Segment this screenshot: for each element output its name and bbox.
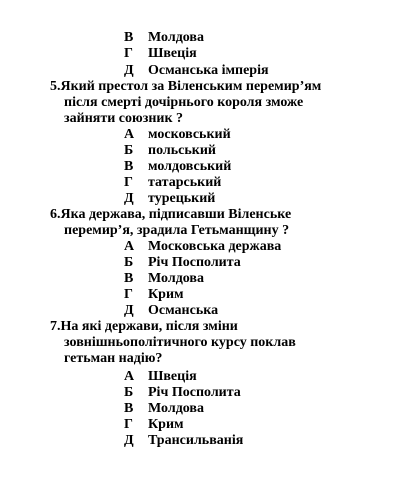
question-5-line-2: після смерті дочірнього короля зможе <box>64 95 304 110</box>
option-text: Московська держава <box>148 239 282 254</box>
question-6-line-1: 6.Яка держава, підписавши Віленське <box>50 207 292 222</box>
option-letter: Д <box>124 63 134 78</box>
question-5-line-3: зайняти союзник ? <box>64 111 184 126</box>
option-text: молдовський <box>148 159 232 174</box>
option-text: московський <box>148 127 231 142</box>
option-letter: Г <box>124 175 133 190</box>
option-letter: А <box>124 239 135 254</box>
option-text: турецький <box>148 191 216 206</box>
option-letter: В <box>124 271 134 286</box>
option-text: Крим <box>148 417 184 432</box>
question-6-line-2: перемир’я, зрадила Гетьманщину ? <box>64 223 290 238</box>
option-text: Швеція <box>148 369 197 384</box>
option-text: Молдова <box>148 30 204 45</box>
option-text: Трансильванія <box>148 433 244 448</box>
option-text: польський <box>148 143 216 158</box>
question-5-line-1: 5.Який престол за Віленським перемир’ям <box>50 79 322 94</box>
option-text: Крим <box>148 287 184 302</box>
option-letter: А <box>124 127 135 142</box>
option-letter: Д <box>124 303 134 318</box>
option-text: Річ Посполита <box>148 255 241 270</box>
option-text: Османська імперія <box>148 63 269 78</box>
option-text: Швеція <box>148 46 197 61</box>
option-text: Османська <box>148 303 219 318</box>
question-7-line-3: гетьман надію? <box>64 351 163 366</box>
option-letter: А <box>124 369 135 384</box>
question-7-line-1: 7.На які держави, після зміни <box>50 319 238 334</box>
option-letter: Д <box>124 433 134 448</box>
option-text: Річ Посполита <box>148 385 241 400</box>
option-letter: Г <box>124 46 133 61</box>
option-text: Молдова <box>148 401 204 416</box>
option-letter: В <box>124 159 134 174</box>
option-letter: В <box>124 30 134 45</box>
option-letter: Б <box>124 385 134 400</box>
option-letter: В <box>124 401 134 416</box>
option-letter: Г <box>124 287 133 302</box>
question-7-line-2: зовнішньополітичного курсу поклав <box>64 335 296 350</box>
option-letter: Г <box>124 417 133 432</box>
option-text: татарський <box>148 175 222 190</box>
option-letter: Д <box>124 191 134 206</box>
option-text: Молдова <box>148 271 204 286</box>
option-letter: Б <box>124 255 134 270</box>
option-letter: Б <box>124 143 134 158</box>
